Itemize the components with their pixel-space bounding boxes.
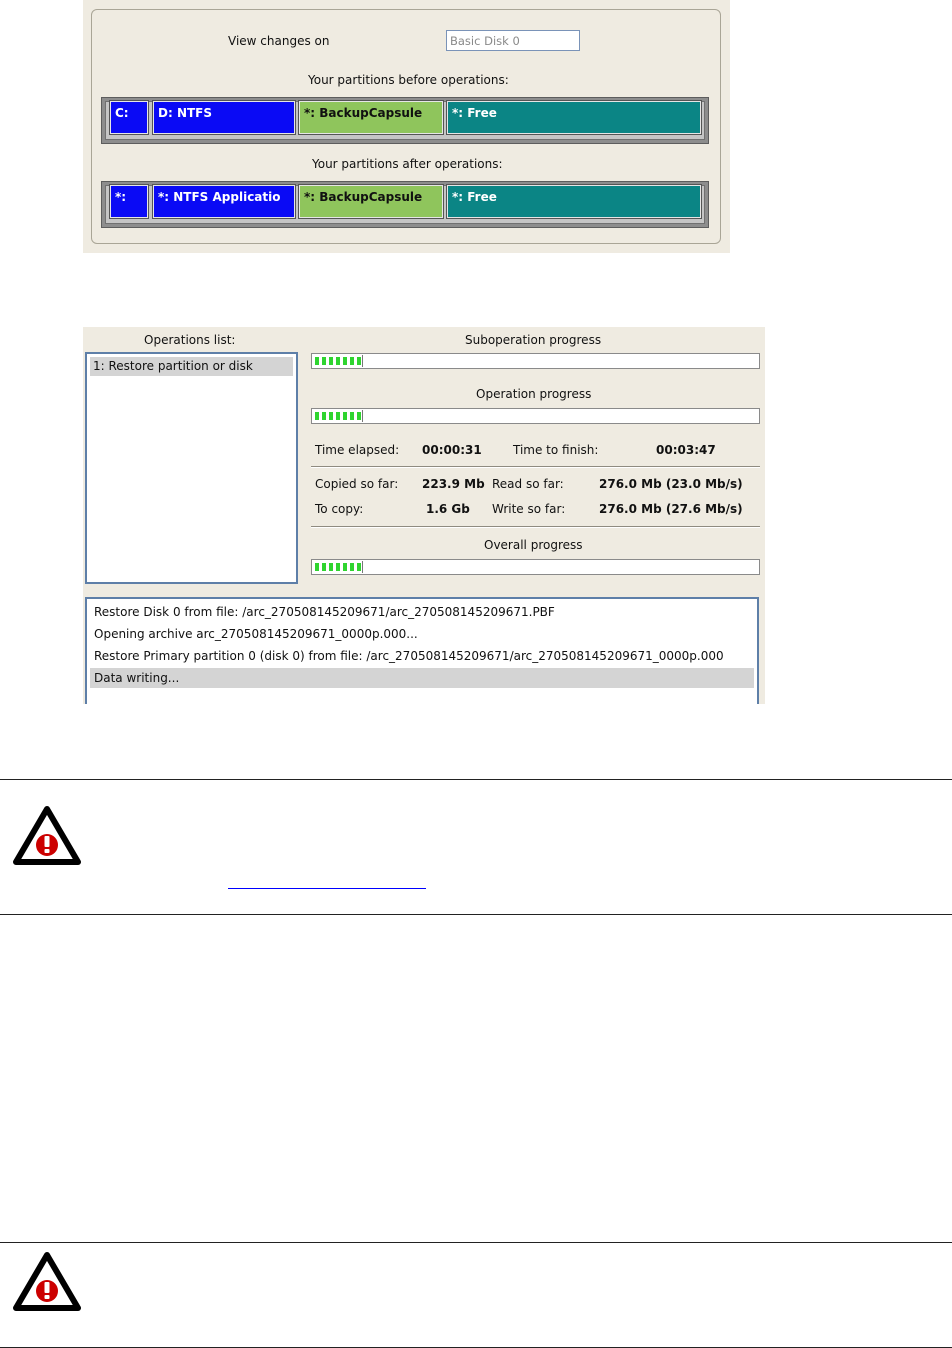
overall-progress-fill bbox=[313, 561, 363, 573]
log-line: Opening archive arc_270508145209671_0000p.000... bbox=[94, 627, 418, 641]
read-label: Read so far: bbox=[492, 477, 564, 491]
partitions-before-label: Your partitions before operations: bbox=[308, 73, 509, 87]
suboperation-progress-bar bbox=[311, 353, 760, 369]
partitions-after-label: Your partitions after operations: bbox=[312, 157, 503, 171]
log-line: Restore Disk 0 from file: /arc_270508145209671/arc_270508145209671.PBF bbox=[94, 605, 555, 619]
warning-triangle-icon bbox=[12, 1251, 82, 1313]
operation-item[interactable]: 1: Restore partition or disk bbox=[90, 357, 293, 376]
disk-selector[interactable]: Basic Disk 0 bbox=[446, 30, 580, 51]
time-to-finish-label: Time to finish: bbox=[513, 443, 599, 457]
write-label: Write so far: bbox=[492, 502, 566, 516]
to-copy-label: To copy: bbox=[315, 502, 364, 516]
operation-progress-screenshot bbox=[83, 327, 765, 704]
operations-list-label: Operations list: bbox=[144, 333, 236, 347]
suboperation-progress-fill bbox=[313, 355, 363, 367]
time-elapsed-value: 00:00:31 bbox=[422, 443, 482, 457]
copied-label: Copied so far: bbox=[315, 477, 399, 491]
suboperation-progress-label: Suboperation progress bbox=[465, 333, 602, 347]
stats-separator-2 bbox=[311, 526, 760, 528]
documentation-link-underline[interactable] bbox=[228, 888, 426, 889]
warning-box bbox=[0, 779, 952, 915]
disk-map-after bbox=[101, 181, 709, 228]
partition-before-c[interactable]: C: bbox=[110, 101, 148, 134]
view-changes-label: View changes on bbox=[228, 34, 330, 48]
write-value: 276.0 Mb (27.6 Mb/s) bbox=[599, 502, 743, 516]
partition-changes-screenshot bbox=[83, 0, 730, 253]
copied-value: 223.9 Mb bbox=[422, 477, 485, 491]
partition-before-free[interactable]: *: Free bbox=[447, 101, 701, 134]
time-elapsed-label: Time elapsed: bbox=[315, 443, 400, 457]
partition-after-free[interactable]: *: Free bbox=[447, 185, 701, 218]
overall-progress-label: Overall progress bbox=[484, 538, 583, 552]
operation-log[interactable] bbox=[85, 597, 759, 704]
log-line-selected: Data writing... bbox=[90, 668, 754, 688]
partition-after-backupcapsule[interactable]: *: BackupCapsule bbox=[299, 185, 443, 218]
to-copy-value: 1.6 Gb bbox=[426, 502, 470, 516]
warning-box-2 bbox=[0, 1242, 952, 1348]
partition-after-1[interactable]: *: bbox=[110, 185, 148, 218]
partition-before-d[interactable]: D: NTFS bbox=[153, 101, 295, 134]
operation-progress-bar bbox=[311, 408, 760, 424]
time-to-finish-value: 00:03:47 bbox=[656, 443, 716, 457]
read-value: 276.0 Mb (23.0 Mb/s) bbox=[599, 477, 743, 491]
disk-map-before bbox=[101, 97, 709, 144]
stats-separator bbox=[311, 466, 760, 468]
operations-list[interactable] bbox=[85, 352, 298, 584]
warning-triangle-icon bbox=[12, 805, 82, 867]
partition-before-backupcapsule[interactable]: *: BackupCapsule bbox=[299, 101, 443, 134]
operation-progress-label: Operation progress bbox=[476, 387, 592, 401]
operation-progress-fill bbox=[313, 410, 363, 422]
overall-progress-bar bbox=[311, 559, 760, 575]
log-line: Restore Primary partition 0 (disk 0) from file: /arc_270508145209671/arc_270508145209671_0000p.000 bbox=[94, 649, 724, 663]
partition-after-ntfs-application[interactable]: *: NTFS Applicatio bbox=[153, 185, 295, 218]
